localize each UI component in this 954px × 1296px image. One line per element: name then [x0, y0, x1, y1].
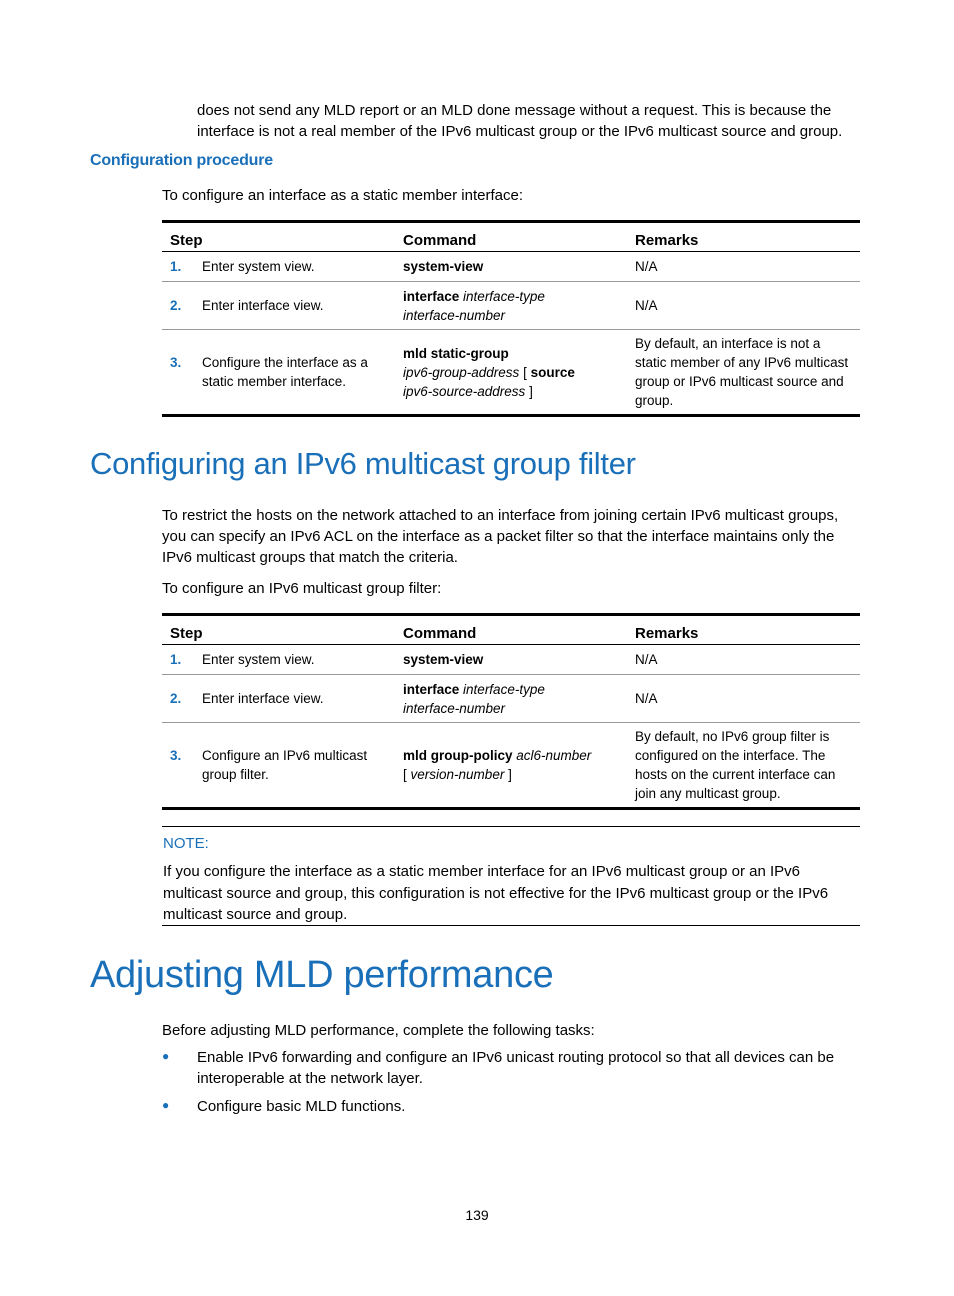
remarks-cell: N/A	[635, 298, 658, 313]
header-remarks: Remarks	[635, 232, 699, 249]
step-number: 2.	[170, 298, 182, 313]
list-item: Configure basic MLD functions.	[197, 1098, 406, 1115]
optional-open-bracket: [	[403, 767, 407, 782]
remarks-cell: By default, an interface is not a static member of any IPv6 multicast group or IPv6 multicast source and group.	[635, 336, 849, 408]
table-row	[162, 282, 860, 330]
step-cell	[162, 645, 395, 675]
step-text: Configure an IPv6 multicast group filter.	[202, 748, 368, 782]
command-argument: interface-type	[463, 681, 545, 697]
bullet-icon: ●	[162, 1098, 170, 1112]
command-cell	[395, 675, 627, 723]
step-number: 1.	[170, 259, 182, 274]
optional-open-bracket: [	[523, 364, 527, 380]
step-number: 1.	[170, 652, 182, 667]
step-text: Enter interface view.	[202, 298, 324, 313]
step-text: Configure the interface as a static member interface.	[202, 355, 368, 389]
bullet-icon: ●	[162, 1049, 170, 1063]
page-number: 139	[465, 1207, 489, 1223]
step-number: 2.	[170, 691, 182, 706]
command-argument: ipv6-group-address	[403, 364, 520, 380]
section-subheading: Configuration procedure	[90, 152, 273, 169]
command-argument: version-number	[410, 767, 505, 782]
filter-paragraph: To restrict the hosts on the network attached to an interface from joining certain IPv6 multicast groups, you can specify an IPv6 ACL on the interface as a packet filter so that the interface maintains only the IPv6 multicast groups that match the criteria.	[162, 507, 839, 566]
note-box	[162, 826, 860, 926]
table-row	[162, 723, 860, 809]
command-keyword: mld static-group	[403, 345, 509, 361]
command-cell	[395, 330, 627, 416]
remarks-cell: N/A	[635, 652, 658, 667]
remarks-cell: By default, no IPv6 group filter is configured on the interface. The hosts on the current interface can join any multicast group.	[635, 729, 836, 801]
group-filter-command-table	[162, 613, 860, 810]
note-label: NOTE:	[163, 835, 209, 852]
step-cell	[162, 282, 395, 330]
step-number: 3.	[170, 748, 182, 763]
static-member-command-table	[162, 220, 860, 417]
table-row	[162, 645, 860, 675]
step-text: Enter system view.	[202, 259, 315, 274]
header-remarks: Remarks	[635, 625, 699, 642]
table-row	[162, 675, 860, 723]
table-header-row	[162, 615, 860, 645]
table2-lead: To configure an IPv6 multicast group filter:	[162, 580, 442, 597]
command-argument: interface-type	[463, 288, 545, 304]
command-argument: ipv6-source-address	[403, 383, 526, 399]
step-cell	[162, 723, 395, 809]
list-item: Enable IPv6 forwarding and configure an IPv6 unicast routing protocol so that all devices can be interoperable at the network layer.	[197, 1049, 835, 1087]
command-keyword: system-view	[403, 652, 484, 667]
step-cell	[162, 252, 395, 282]
command-argument: interface-number	[403, 700, 506, 716]
table1-lead: To configure an interface as a static member interface:	[162, 187, 524, 204]
header-step: Step	[170, 625, 203, 642]
perf-lead: Before adjusting MLD performance, complete the following tasks:	[162, 1022, 595, 1039]
step-text: Enter system view.	[202, 652, 315, 667]
note-text: If you configure the interface as a static member interface for an IPv6 multicast group or an IPv6 multicast source and group, this configuration is not effective for the IPv6 multicast group or the IPv6 multicast source and group.	[163, 863, 829, 923]
intro-paragraph: does not send any MLD report or an MLD done message without a request. This is because the interface is not a real member of the IPv6 multicast group or the IPv6 multicast source and group.	[197, 102, 843, 140]
command-cell	[395, 723, 627, 809]
optional-close-bracket: ]	[508, 767, 512, 782]
command-keyword: source	[530, 364, 575, 380]
header-command: Command	[403, 625, 477, 642]
command-keyword: system-view	[403, 259, 484, 274]
section-heading: Adjusting MLD performance	[90, 954, 554, 996]
table-row	[162, 252, 860, 282]
command-cell	[395, 645, 627, 675]
command-cell	[395, 252, 627, 282]
command-cell	[395, 282, 627, 330]
table-header-row	[162, 222, 860, 252]
command-argument: interface-number	[403, 307, 506, 323]
optional-close-bracket: ]	[529, 383, 533, 399]
section-heading: Configuring an IPv6 multicast group filter	[90, 446, 636, 481]
remarks-cell: N/A	[635, 259, 658, 274]
command-keyword: interface	[403, 288, 460, 304]
table-row	[162, 330, 860, 416]
step-cell	[162, 675, 395, 723]
step-text: Enter interface view.	[202, 691, 324, 706]
remarks-cell: N/A	[635, 691, 658, 706]
command-argument: acl6-number	[516, 748, 592, 763]
command-keyword: interface	[403, 681, 460, 697]
header-step: Step	[170, 232, 203, 249]
header-command: Command	[403, 232, 477, 249]
step-cell	[162, 330, 395, 416]
command-keyword: mld group-policy	[403, 748, 513, 763]
step-number: 3.	[170, 355, 182, 370]
